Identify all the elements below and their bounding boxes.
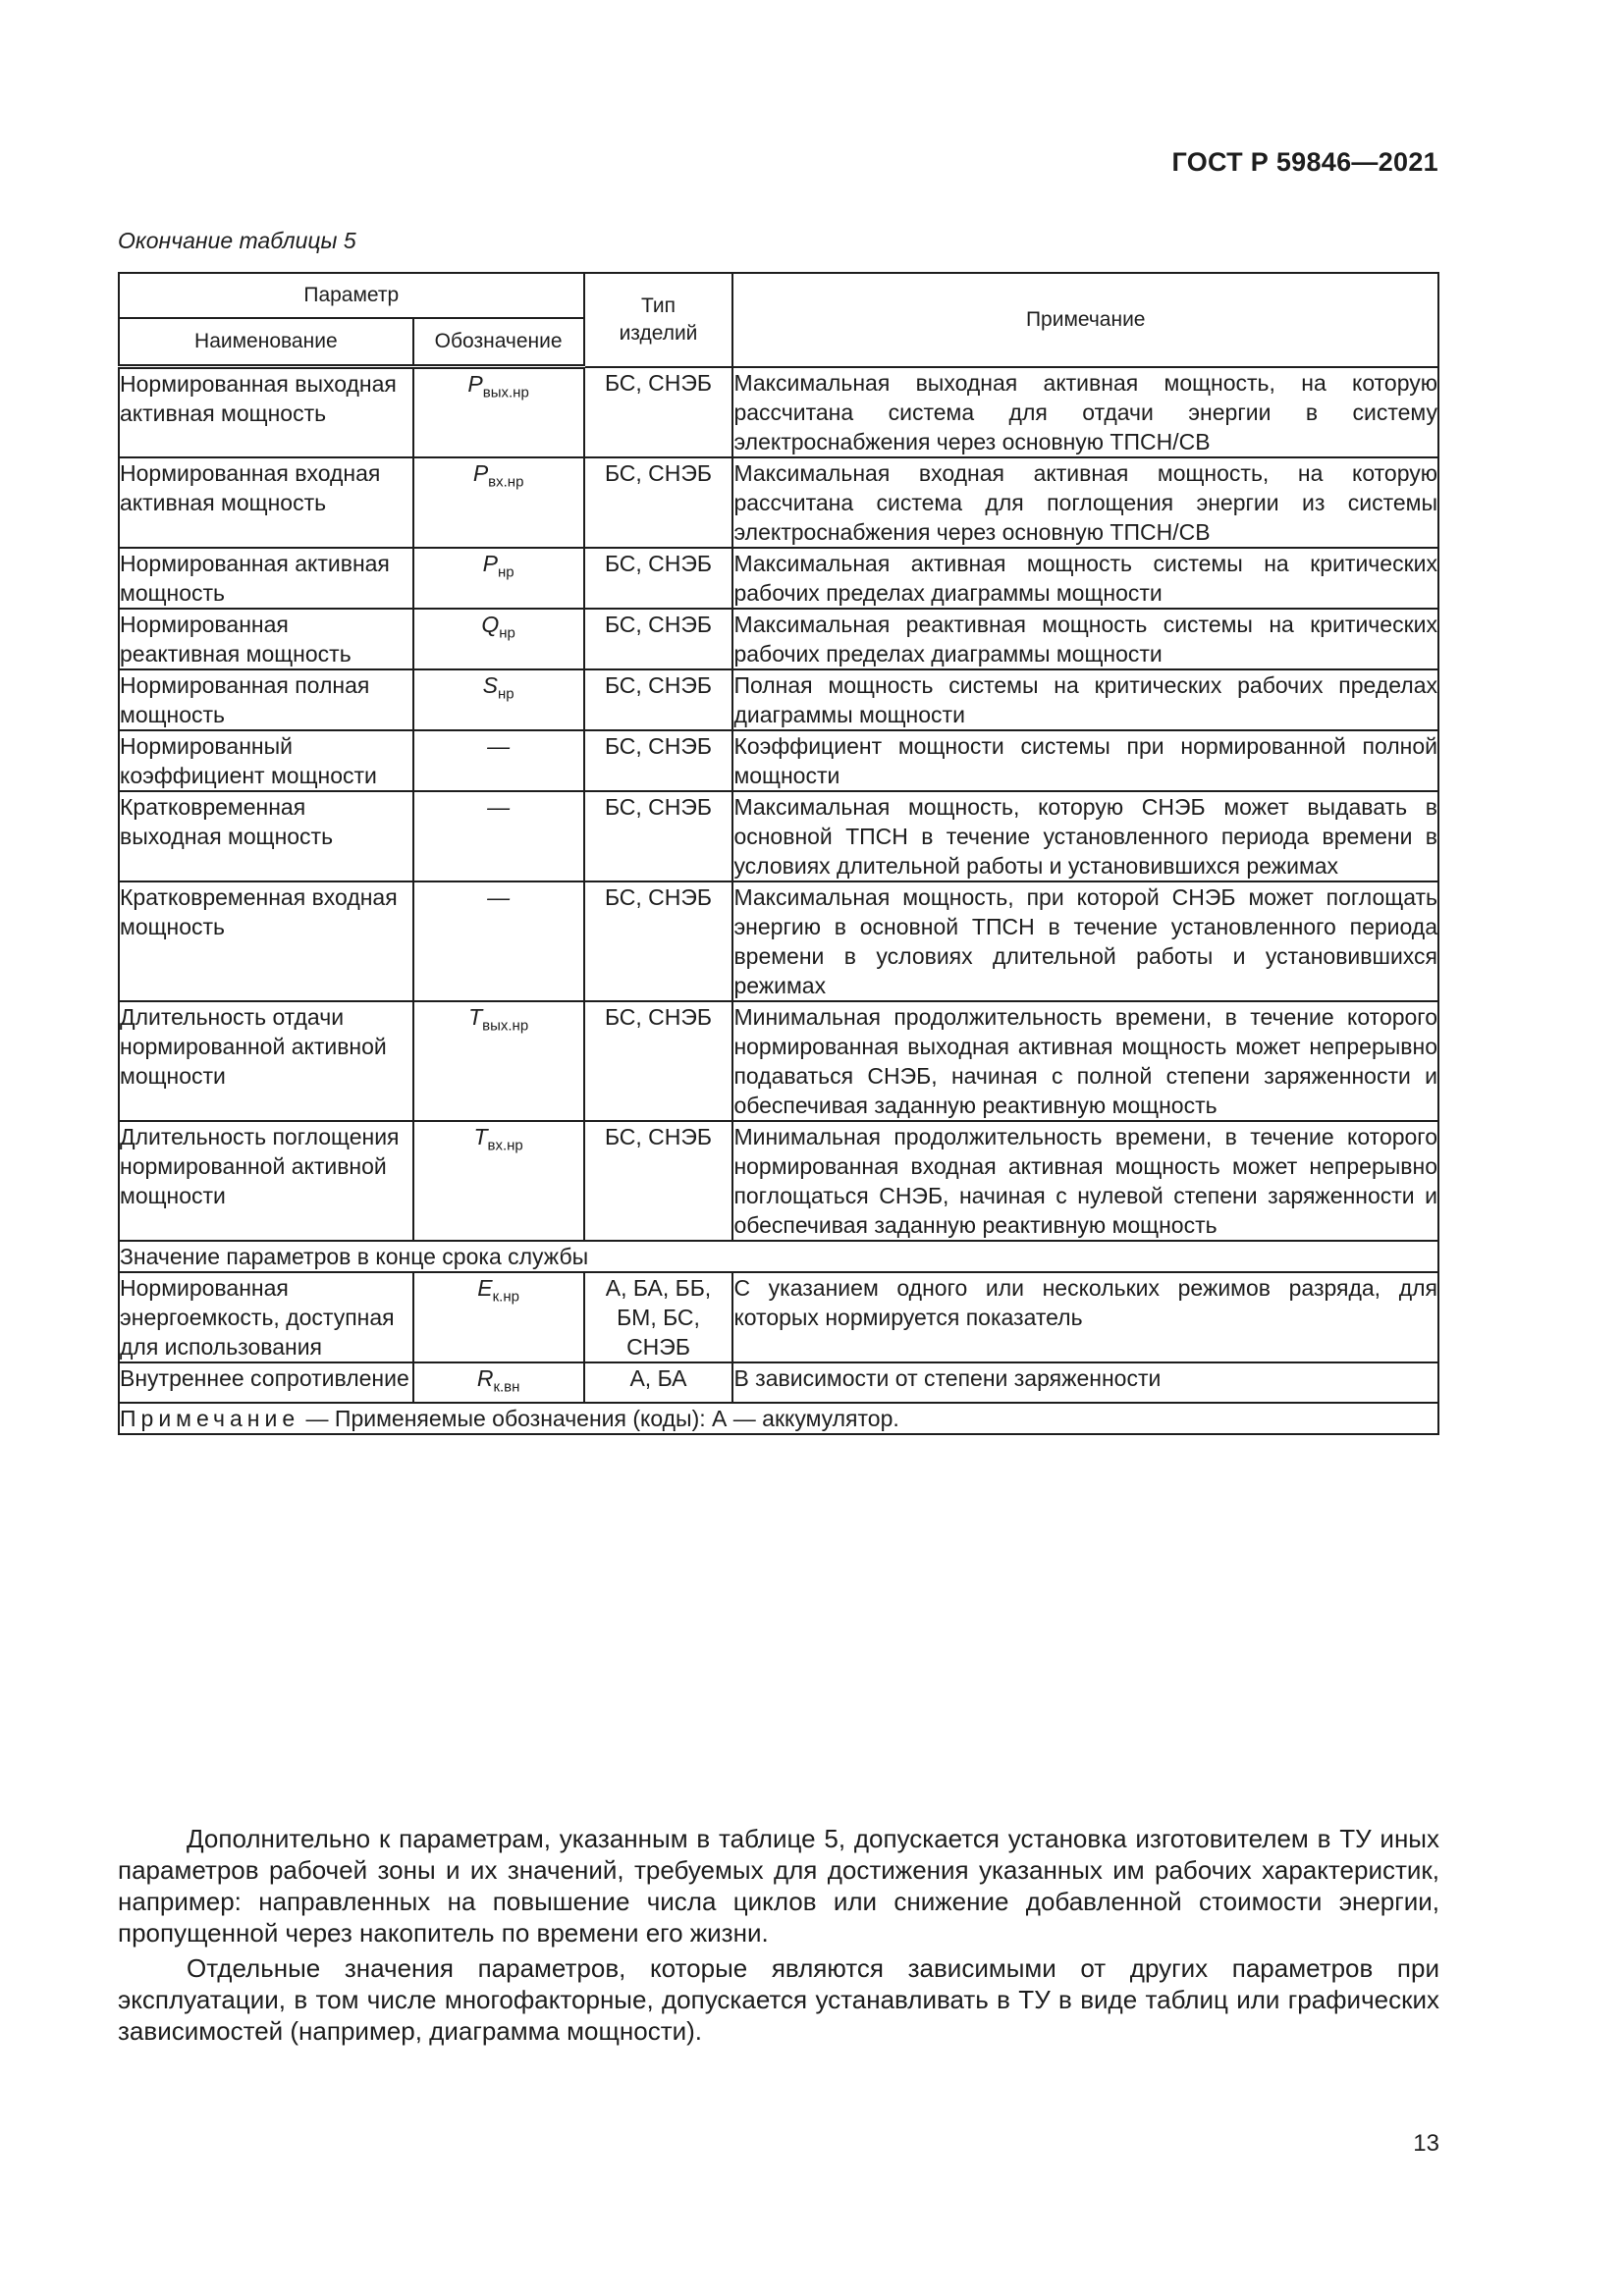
header-note: Примечание — [732, 273, 1438, 367]
symbol-subscript: нр — [497, 685, 514, 703]
symbol-subscript: к.нр — [492, 1288, 519, 1306]
symbol-letter: T — [468, 1003, 483, 1030]
row-note: Максимальная выходная активная мощность, на которую рассчитана система для отдачи энергии в систему электроснабжения через основную ТПСН/СВ — [732, 367, 1438, 457]
row-symbol — [413, 457, 584, 548]
row-name: Нормированная входная активная мощность — [119, 457, 413, 548]
row-symbol — [413, 609, 584, 669]
row-symbol — [413, 548, 584, 609]
row-type: БС, СНЭБ — [584, 367, 733, 457]
footnote-label: Примечание — [120, 1406, 300, 1432]
symbol-subscript: к.вн — [493, 1378, 520, 1396]
table-row — [119, 1272, 1438, 1362]
row-name: Нормированная полная мощность — [119, 669, 413, 730]
table-footnote — [119, 1403, 1438, 1434]
footnote-text: — Применяемые обозначения (коды): А — аккумулятор. — [299, 1406, 899, 1432]
section-title: Значение параметров в конце срока службы — [119, 1241, 1438, 1272]
row-name: Нормированная активная мощность — [119, 548, 413, 609]
table-row — [119, 791, 1438, 881]
table-row — [119, 1001, 1438, 1121]
table-row — [119, 730, 1438, 791]
page-number: 13 — [1413, 2130, 1439, 2157]
row-note: Максимальная реактивная мощность системы на критических рабочих пределах диаграммы мощности — [732, 609, 1438, 669]
row-name: Нормированная выходная активная мощность — [119, 367, 413, 457]
symbol-letter: — — [487, 732, 511, 759]
row-note: Максимальная активная мощность системы на критических рабочих пределах диаграммы мощности — [732, 548, 1438, 609]
symbol-subscript: нр — [497, 563, 514, 581]
header-type: Тип изделий — [584, 273, 733, 367]
row-symbol — [413, 1001, 584, 1121]
row-note: Максимальная мощность, при которой СНЭБ может поглощать энергию в основной ТПСН в течение установленного периода времени в условиях длительной работы и установившихся режимах — [732, 881, 1438, 1001]
row-note: Минимальная продолжительность времени, в течение которого нормированная выходная активная мощность может непрерывно подаваться СНЭБ, начиная с полной степени заряженности и обеспечивая заданную реактивную мощность — [732, 1001, 1438, 1121]
row-symbol — [413, 669, 584, 730]
symbol-letter: T — [473, 1123, 488, 1149]
symbol-letter: R — [476, 1364, 494, 1391]
row-name: Длительность поглощения нормированной активной мощности — [119, 1121, 413, 1241]
row-name: Длительность отдачи нормированной активной мощности — [119, 1001, 413, 1121]
row-symbol — [413, 730, 584, 791]
row-note: Коэффициент мощности системы при нормированной полной мощности — [732, 730, 1438, 791]
row-name: Нормированный коэффициент мощности — [119, 730, 413, 791]
table-row — [119, 609, 1438, 669]
symbol-subscript: вых.нр — [482, 384, 529, 401]
symbol-subscript: вх.нр — [488, 473, 524, 491]
row-type: БС, СНЭБ — [584, 548, 733, 609]
paragraph-2: Отдельные значения параметров, которые являются зависимыми от других параметров при эксплуатации, в том числе многофакторные, допускается устанавливать в ТУ в виде таблиц или графических зависимостей (например, диаграмма мощности). — [118, 1953, 1439, 2046]
parameters-table — [118, 272, 1439, 1435]
footnote-row — [119, 1403, 1438, 1434]
header-symbol: Обозначение — [413, 318, 584, 367]
row-note: Максимальная входная активная мощность, на которую рассчитана система для поглощения энергии из системы электроснабжения через основную ТПСН/СВ — [732, 457, 1438, 548]
row-note: В зависимости от степени заряженности — [732, 1362, 1438, 1404]
row-type: БС, СНЭБ — [584, 669, 733, 730]
symbol-subscript: нр — [499, 624, 515, 642]
row-name: Кратковременная входная мощность — [119, 881, 413, 1001]
table-row — [119, 367, 1438, 457]
symbol-letter: P — [472, 459, 489, 486]
symbol-letter: — — [487, 793, 511, 820]
symbol-letter: Q — [481, 611, 500, 637]
row-type: БС, СНЭБ — [584, 881, 733, 1001]
table-row — [119, 881, 1438, 1001]
header-parameter: Параметр — [119, 273, 584, 318]
paragraph-1: Дополнительно к параметрам, указанным в таблице 5, допускается установка изготовителем в ТУ иных параметров рабочей зоны и их значений, требуемых для достижения указанных им рабочих характеристик, например: направленных на повышение числа циклов или снижение добавленной стоимости энергии, пропущенной через накопитель по времени его жизни. — [118, 1824, 1439, 1948]
table-row — [119, 548, 1438, 609]
symbol-letter: P — [482, 550, 498, 576]
table-caption: Окончание таблицы 5 — [118, 228, 356, 253]
row-symbol — [413, 1121, 584, 1241]
table-row — [119, 457, 1438, 548]
row-note: Максимальная мощность, которую СНЭБ может выдавать в основной ТПСН в течение установленного периода времени в условиях длительной работы и установившихся режимах — [732, 791, 1438, 881]
row-name: Внутреннее сопротивление — [119, 1362, 413, 1404]
row-name: Кратковременная выходная мощность — [119, 791, 413, 881]
row-symbol — [413, 1362, 584, 1404]
symbol-letter: — — [487, 883, 511, 910]
row-symbol — [413, 1272, 584, 1362]
symbol-subscript: вх.нр — [487, 1137, 523, 1154]
table-row — [119, 669, 1438, 730]
row-symbol — [413, 881, 584, 1001]
row-name: Нормированная энергоемкость, доступная для использования — [119, 1272, 413, 1362]
row-type: БС, СНЭБ — [584, 1121, 733, 1241]
row-note: Минимальная продолжительность времени, в течение которого нормированная входная активная мощность может непрерывно поглощаться СНЭБ, начиная с нулевой степени заряженности и обеспечивая заданную реактивную мощность — [732, 1121, 1438, 1241]
symbol-letter: E — [477, 1274, 493, 1301]
row-symbol — [413, 791, 584, 881]
row-type: БС, СНЭБ — [584, 1001, 733, 1121]
symbol-letter: S — [482, 671, 498, 698]
row-type: БС, СНЭБ — [584, 609, 733, 669]
row-note: С указанием одного или нескольких режимов разряда, для которых нормируется показатель — [732, 1272, 1438, 1362]
symbol-subscript: вых.нр — [482, 1017, 529, 1035]
table-row — [119, 1121, 1438, 1241]
row-type: А, БА, ББ, БМ, БС, СНЭБ — [584, 1272, 733, 1362]
row-symbol — [413, 367, 584, 457]
header-name: Наименование — [119, 318, 413, 367]
section-row — [119, 1241, 1438, 1272]
table-row — [119, 1362, 1438, 1404]
row-type: БС, СНЭБ — [584, 730, 733, 791]
document-code: ГОСТ Р 59846—2021 — [1171, 147, 1438, 177]
symbol-letter: P — [467, 371, 483, 397]
row-type: А, БА — [584, 1362, 733, 1404]
row-note: Полная мощность системы на критических рабочих пределах диаграммы мощности — [732, 669, 1438, 730]
row-type: БС, СНЭБ — [584, 457, 733, 548]
row-type: БС, СНЭБ — [584, 791, 733, 881]
row-name: Нормированная реактивная мощность — [119, 609, 413, 669]
